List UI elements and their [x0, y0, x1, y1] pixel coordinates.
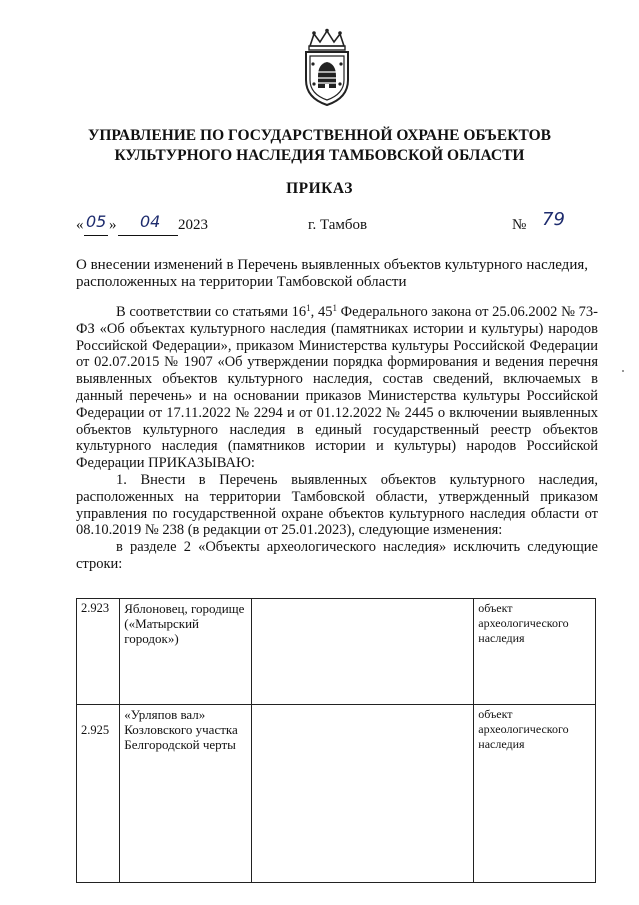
excluded-objects-table: [76, 598, 596, 883]
date-month: 04: [140, 212, 161, 231]
preamble-part3: Федерального закона от 25.06.2002 № 73-ФЗ «Об объектах культурного наследия (памятниках истории и культуры) народов Российской Федерации», приказом Министерства культуры Российской Федерации от 02.07.2015 № 1907 «Об утверждении порядка формирования и ведения перечня выявленных объектов культурного наследия, состав сведений, включаемых в данный перечень» и на основании приказов Министерства культуры Российской Федерации от 17.11.2022 № 2294 и от 01.12.2022 № 2445 о включении выявленных объектов культурного наследия в единый государственный реестр объектов культурного наследия (памятников истории и культуры) народов Российской Федерации ПРИКАЗЫВАЮ:: [76, 304, 599, 472]
scan-speck: [622, 370, 624, 372]
object-name: «Урляпов вал» Козловского участка Белгородской черты: [120, 705, 252, 883]
order-subject-line1: О внесении изменений в Перечень выявленных объектов культурного наследия,: [76, 257, 588, 273]
coat-of-arms-icon: [298, 28, 356, 108]
organization-name: [0, 126, 639, 166]
object-type: объект археологического наследия: [474, 705, 596, 883]
object-name: Яблоновец, городище («Матырский городок»): [120, 599, 252, 705]
date-line: [76, 209, 596, 241]
order-body: [76, 304, 598, 573]
object-type: объект археологического наследия: [474, 599, 596, 705]
order-number: 79: [542, 209, 565, 230]
preamble-part1: В соответствии со статьями 16: [116, 304, 307, 320]
quote-open: «: [76, 217, 84, 233]
quote-close: »: [109, 217, 117, 233]
day-underline: [84, 235, 108, 236]
article-superscript-1: 1: [306, 303, 311, 313]
date-year: 2023: [178, 217, 208, 233]
table-row: [77, 599, 596, 705]
month-underline: [118, 235, 178, 236]
row-number: 2.923: [77, 599, 120, 705]
object-address: [252, 599, 474, 705]
organization-name-line1: УПРАВЛЕНИЕ ПО ГОСУДАРСТВЕННОЙ ОХРАНЕ ОБЪЕКТОВ: [87, 127, 552, 144]
article-superscript-2: 1: [332, 303, 337, 313]
object-address: [252, 705, 474, 883]
section-2-paragraph: в разделе 2 «Объекты археологического наследия» исключить следующие строки:: [76, 539, 598, 572]
number-sign: №: [512, 217, 527, 233]
organization-name-line2: КУЛЬТУРНОГО НАСЛЕДИЯ ТАМБОВСКОЙ ОБЛАСТИ: [114, 147, 525, 164]
document-type: ПРИКАЗ: [286, 180, 353, 197]
table-row: [77, 705, 596, 883]
preamble-part2: , 45: [310, 304, 333, 320]
order-subject: [76, 257, 596, 291]
city: г. Тамбов: [308, 217, 368, 233]
date-day: 05: [86, 212, 107, 231]
order-subject-line2: расположенных на территории Тамбовской области: [76, 274, 407, 290]
item-1-paragraph: 1. Внести в Перечень выявленных объектов культурного наследия, расположенных на территории Тамбовской области, утвержденный приказом управления по государственной охране объектов культурного наследия области от 08.10.2019 № 238 (в редакции от 25.01.2023), следующие изменения:: [76, 471, 598, 539]
row-number: 2.925: [77, 705, 120, 883]
preamble-paragraph: [76, 304, 598, 472]
